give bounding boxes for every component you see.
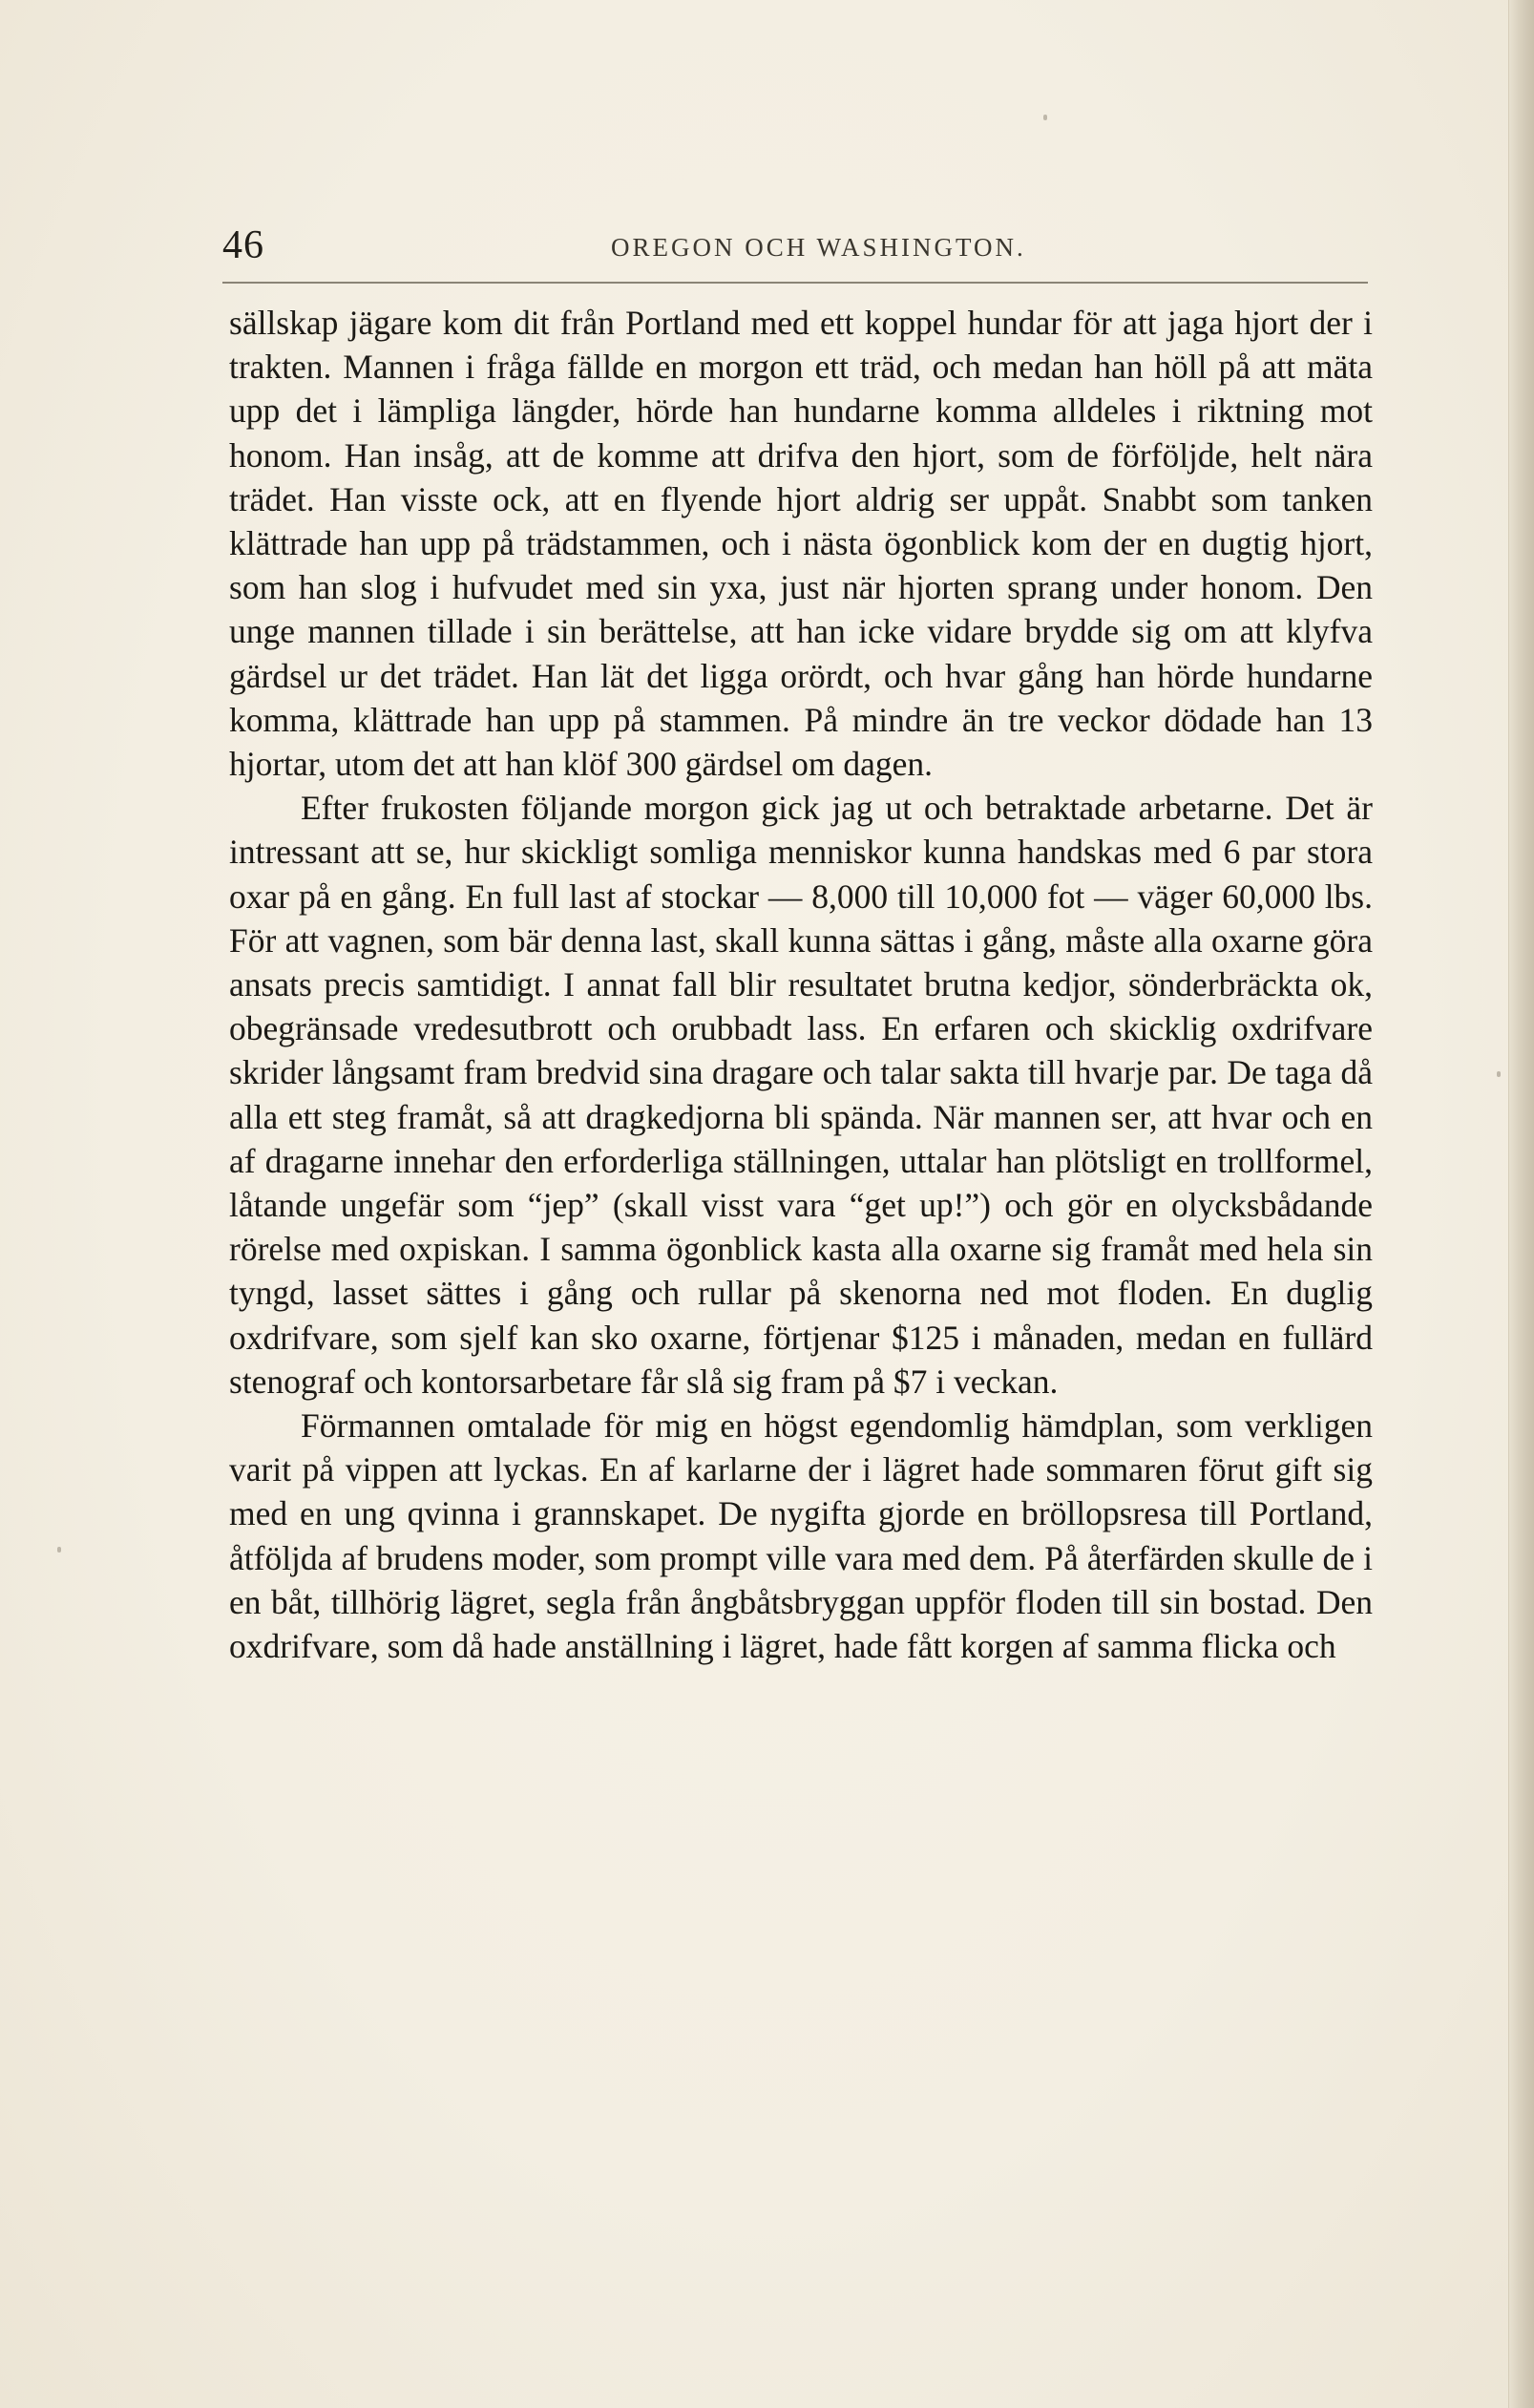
- paper-speck: [57, 1547, 61, 1553]
- paragraph-3: Förmannen omtalade för mig en högst egendomlig hämdplan, som verkligen varit på vippen att lyckas. En af karlarne der i lägret hade sommaren förut gift sig med en ung qvinna i grannskapet. De nygifta gjorde en bröllopsresa till Portland, åtföljda af brudens moder, som prompt ville vara med dem. På återfärden skulle de i en båt, tillhörig lägret, segla från ångbåtsbryggan uppför floden till sin bostad. Den oxdrifvare, som då hade anställning i lägret, hade fått korgen af samma flicka och: [229, 1406, 1373, 1666]
- paragraph-1: sällskap jägare kom dit från Portland med ett koppel hundar för att jaga hjort der i trakten. Mannen i fråga fällde en morgon ett träd, och medan han höll på att mäta upp det i lämpliga längder, hörde han hundarne komma alldeles i riktning mot honom. Han insåg, att de komme att drifva den hjort, som de förföljde, helt nära trädet. Han visste ock, att en flyende hjort aldrig ser uppåt. Snabbt som tanken klättrade han upp på trädstammen, och i nästa ögonblick kom der en dugtig hjort, som han slog i hufvudet med sin yxa, just när hjorten sprang under honom. Den unge mannen tillade i sin berättelse, att han icke vidare brydde sig om att klyfva gärdsel ur det trädet. Han lät det ligga orördt, och hvar gång han hörde hundarne komma, klättrade han upp på stammen. På mindre än tre veckor dödade han 13 hjortar, utom det att han klöf 300 gärdsel om dagen.: [229, 304, 1373, 784]
- paper-speck: [1497, 1071, 1501, 1077]
- running-title: OREGON OCH WASHINGTON.: [611, 233, 1026, 262]
- paper-speck: [1043, 115, 1047, 120]
- body-text: [229, 301, 1373, 1668]
- page-number: 46: [222, 223, 264, 267]
- header-rule: [222, 282, 1368, 284]
- running-head: [222, 218, 1368, 275]
- page-edge-shadow: [1508, 0, 1534, 2408]
- paragraph-2: Efter frukosten följande morgon gick jag ut och betraktade arbetarne. Det är intressant att se, hur skickligt somliga menniskor kunna handskas med 6 par stora oxar på en gång. En full last af stockar — 8,000 till 10,000 fot — väger 60,000 lbs. För att vagnen, som bär denna last, skall kunna sättas i gång, måste alla oxarne göra ansats precis samtidigt. I annat fall blir resultatet brutna kedjor, sönderbräckta ok, obegränsade vredesutbrott och orubbadt lass. En erfaren och skicklig oxdrifvare skrider långsamt fram bredvid sina dragare och talar sakta till hvarje par. De taga då alla ett steg framåt, så att dragkedjorna bli spända. När mannen ser, att hvar och en af dragarne innehar den erforderliga ställningen, uttalar han plötsligt en trollformel, låtande ungefär som “jep” (skall visst vara “get up!”) och gör en olycksbådande rörelse med oxpiskan. I samma ögonblick kasta alla oxarne sig framåt med hela sin tyngd, lasset sättes i gång och rullar på skenorna ned mot floden. En duglig oxdrifvare, som sjelf kan sko oxarne, förtjenar $125 i månaden, medan en fullärd stenograf och kontorsarbetare får slå sig fram på $7 i veckan.: [229, 789, 1373, 1401]
